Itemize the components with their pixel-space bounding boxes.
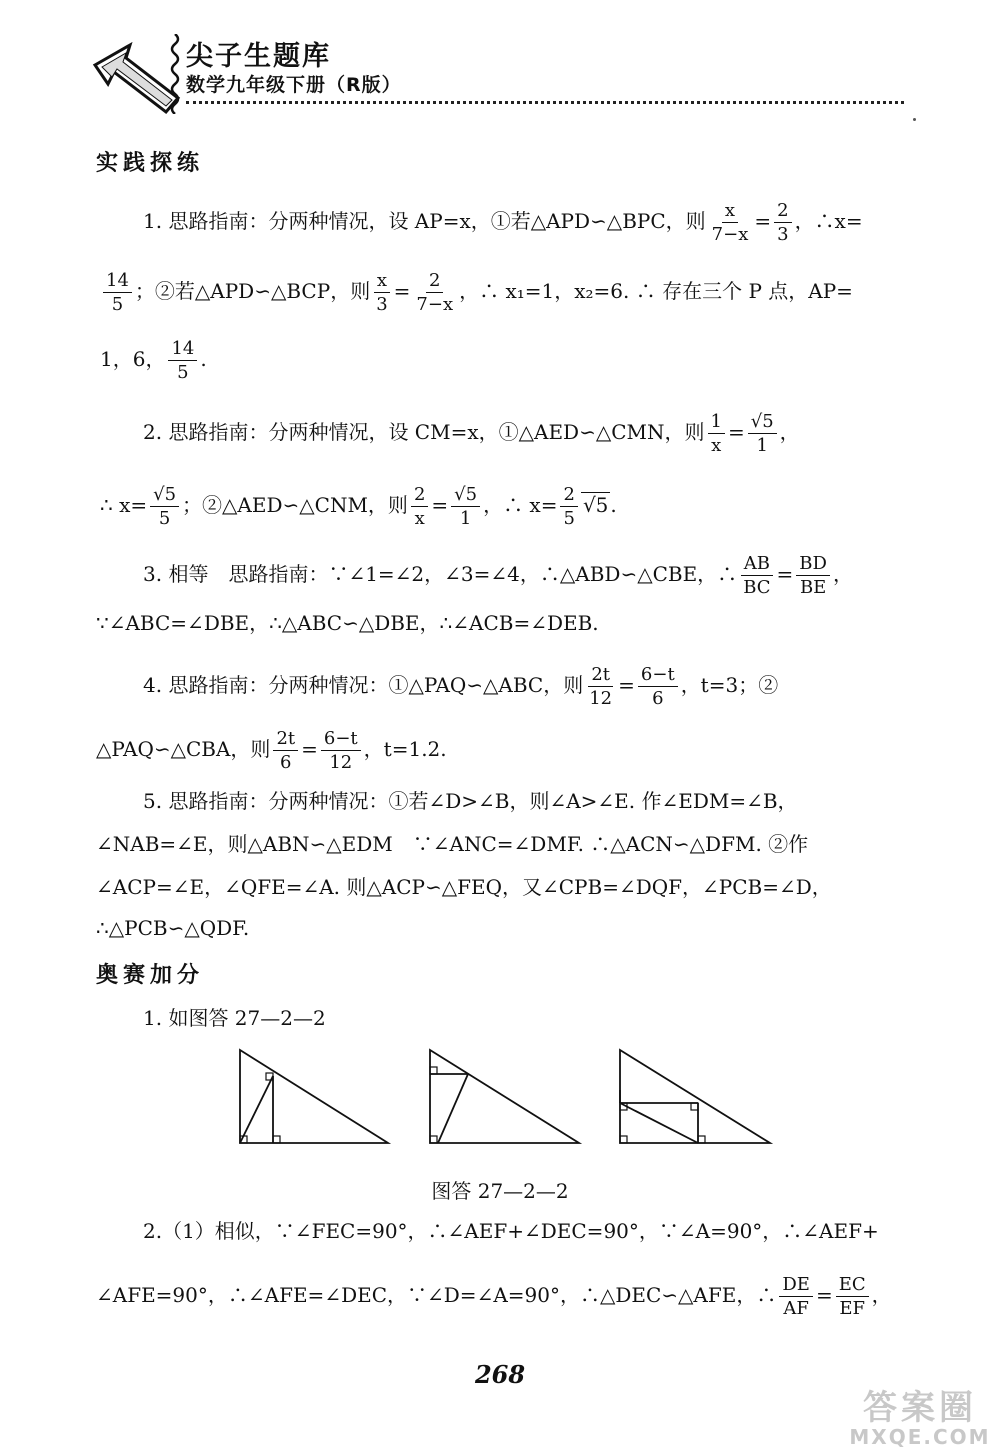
book-title: 尖子生题库 [186,41,331,72]
fraction: $\frac{x}{7-x}$ [711,200,749,245]
fraction: $\frac{√5}{1}$ [748,411,777,456]
q3-line2: ∵∠ABC=∠DBE，∴△ABC∽△DBE，∴∠ACB=∠DEB. [96,611,599,635]
s2-q2-line2: ∠AFE=90°，∴∠AFE=∠DEC，∵∠D=∠A=90°，∴△DEC∽△AFE，∴ $\frac{DE}{AF}$ = $\frac{EC}{EF}$ ， [96,1274,892,1319]
watermark-text: 答案圈 [863,1388,977,1428]
fraction: $\frac{DE}{AF}$ [779,1274,813,1319]
triangle-3 [620,1050,770,1143]
fraction: $\frac{√5}{1}$ [451,484,480,529]
q1-line1: 1. 思路指南：分两种情况，设 AP=x，①若△APD∽△BPC，则 $\frac{x}{7-x}$ = $\frac{2}{3}$ ，∴x= [143,200,863,245]
watermark-url: MXQE.COM [849,1425,991,1449]
q1-text: 1. 思路指南：分两种情况，设 AP=x，①若△APD∽△BPC，则 [143,209,706,233]
fraction: $\frac{BD}{BE}$ [796,553,830,598]
book-subtitle: 数学九年级下册（R版） [186,74,402,96]
page-number: 268 [474,1360,526,1389]
decorative-dot [913,118,916,121]
fraction: $\frac{1}{x}$ [708,411,725,456]
fraction: $\frac{AB}{BC}$ [740,553,773,598]
q5-line3: ∠ACP=∠E，∠QFE=∠A. 则△ACP∽△FEQ，又∠CPB=∠DQF，∠PCB=∠D， [96,875,832,899]
q1-line2: $\frac{14}{5}$ ；②若△APD∽△BCP，则 $\frac{x}{3}$ = $\frac{2}{7-x}$ ，∴ x₁=1，x₂=6. ∴ 存在三个 P 点，AP= [100,270,853,315]
wavy-divider-icon [168,34,182,114]
fraction: $\frac{√5}{5}$ [150,484,179,529]
q2-line2: ∴ x= $\frac{√5}{5}$ ；②△AED∽△CNM，则 $\frac{2}{x}$ = $\frac{√5}{1}$ ，∴ x= $\frac{2}{5}$ √5 . [100,484,617,529]
triangle-figure [230,1045,790,1155]
section-title-practice: 实践探练 [96,151,205,176]
square-root: √5 [582,493,609,517]
fraction: $\frac{6-t}{6}$ [638,664,678,709]
q4-line1: 4. 思路指南：分两种情况：①△PAQ∽△ABC，则 $\frac{2t}{12}$ = $\frac{6-t}{6}$ ，t=3；② [143,664,779,709]
q1-line3: 1，6， $\frac{14}{5}$ . [100,338,207,383]
triangle-2 [430,1050,579,1143]
q4-line2: △PAQ∽△CBA，则 $\frac{2t}{6}$ = $\frac{6-t}{12}$ ，t=1.2. [96,728,447,773]
fraction: $\frac{2}{x}$ [411,484,428,529]
fraction: $\frac{EC}{EF}$ [836,1274,869,1319]
fraction: $\frac{2}{5}$ [560,484,577,529]
fraction: $\frac{14}{5}$ [168,338,197,383]
q5-line2: ∠NAB=∠E，则△ABN∽△EDM ∵∠ANC=∠DMF. ∴△ACN∽△DFM. ②作 [96,832,809,856]
fraction: $\frac{14}{5}$ [103,270,132,315]
q5-line1: 5. 思路指南：分两种情况：①若∠D>∠B，则∠A>∠E. 作∠EDM=∠B， [143,789,798,813]
s2-q2-line1: 2.（1）相似，∵∠FEC=90°，∴∠AEF+∠DEC=90°，∵∠A=90°，∴∠AEF+ [143,1219,879,1243]
fraction: $\frac{2}{3}$ [774,200,791,245]
figure-caption: 图答 27—2—2 [431,1179,569,1203]
q5-line4: ∴△PCB∽△QDF. [96,916,250,940]
q2-line1: 2. 思路指南：分两种情况，设 CM=x，①△AED∽△CMN，则 $\frac{1}{x}$ = $\frac{√5}{1}$ ， [143,411,800,456]
fraction: $\frac{x}{3}$ [373,270,390,315]
s2-q1-text: 1. 如图答 27—2—2 [143,1006,326,1030]
fraction: $\frac{2t}{12}$ [589,664,613,709]
header-divider [186,101,904,104]
fraction: $\frac{2t}{6}$ [273,728,298,773]
section-title-olympiad: 奥赛加分 [96,963,205,988]
q3-line1: 3. 相等 思路指南：∵∠1=∠2，∠3=∠4，∴△ABD∽△CBE，∴ $\frac{AB}{BC}$ = $\frac{BD}{BE}$ ， [143,553,853,598]
watermark-logo [845,1390,995,1450]
fraction: $\frac{6-t}{12}$ [321,728,361,773]
fraction: $\frac{2}{7-x}$ [416,270,454,315]
